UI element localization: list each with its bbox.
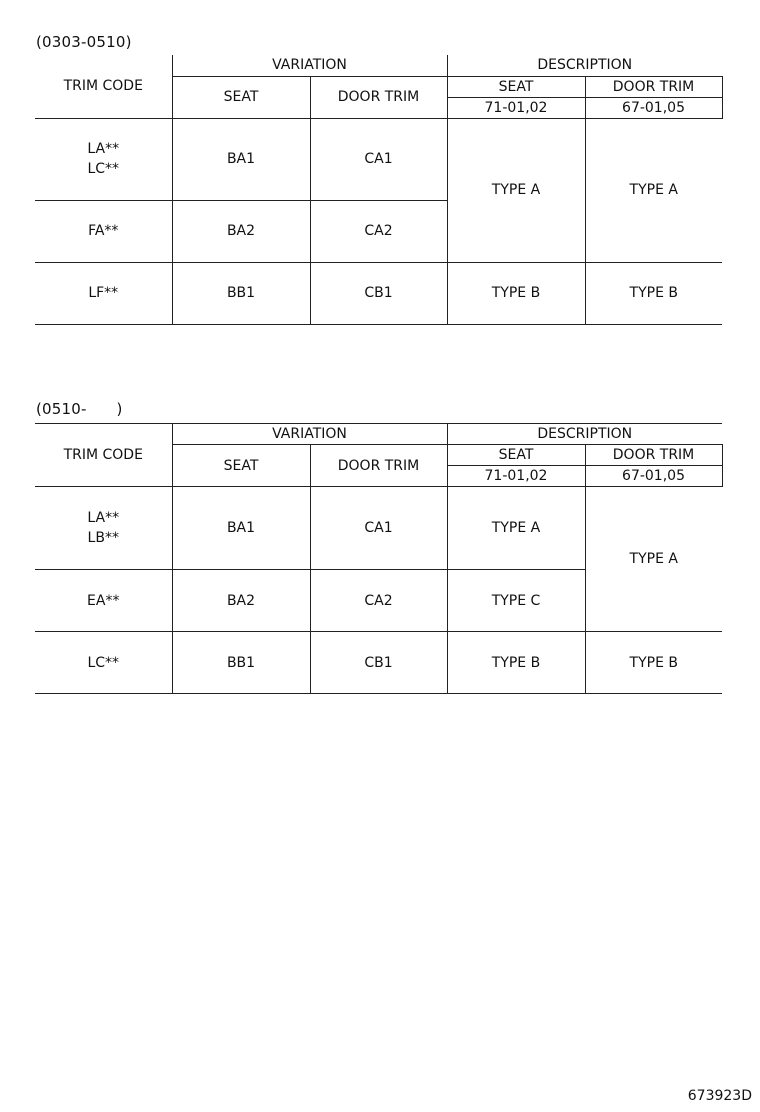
trim-code-header: TRIM CODE [35,424,172,487]
trim-code: LF** [88,285,119,301]
trim-code-cell [35,487,172,570]
desc-seat-type: TYPE A [447,487,585,570]
trim-code: LA** [87,141,120,157]
description-header: DESCRIPTION [447,55,722,76]
seat-header: SEAT [172,76,310,118]
desc-door-type: TYPE A [585,118,722,262]
seat-variation: BA1 [172,487,310,570]
trim-code-cell [35,632,172,694]
trim-table-0303-0510 [35,55,723,325]
door-variation: CB1 [310,262,447,324]
seat-header: SEAT [172,445,310,487]
seat-ref: 71-01,02 [447,97,585,118]
table-2-title: (0510- ) [36,400,123,418]
trim-code: LA** [87,510,120,526]
trim-code: FA** [88,223,119,239]
desc-seat-type: TYPE C [447,570,585,632]
desc-door-trim-header: DOOR TRIM [585,445,722,466]
door-ref: 67-01,05 [585,97,722,118]
door-variation: CA2 [310,570,447,632]
seat-variation: BA1 [172,118,310,200]
seat-variation: BA2 [172,570,310,632]
door-variation: CA2 [310,200,447,262]
trim-code: LC** [87,161,120,177]
trim-code-cell [35,262,172,324]
door-trim-header: DOOR TRIM [310,445,447,487]
trim-code: LC** [87,654,120,671]
desc-seat-header: SEAT [447,76,585,97]
desc-door-type: TYPE B [585,632,722,694]
door-trim-header: DOOR TRIM [310,76,447,118]
seat-ref: 71-01,02 [447,466,585,487]
desc-door-trim-header: DOOR TRIM [585,76,722,97]
table-1-title: (0303-0510) [36,33,132,51]
door-variation: CA1 [310,487,447,570]
trim-code: LB** [87,530,119,546]
desc-door-type: TYPE A [585,487,722,632]
desc-door-type: TYPE B [585,262,722,324]
trim-code-cell [35,200,172,262]
desc-seat-type: TYPE B [447,262,585,324]
door-ref: 67-01,05 [585,466,722,487]
trim-code: EA** [87,592,120,609]
seat-variation: BB1 [172,632,310,694]
trim-code-header: TRIM CODE [35,55,172,118]
desc-seat-type: TYPE A [447,118,585,262]
door-variation: CB1 [310,632,447,694]
variation-header: VARIATION [172,55,447,76]
trim-table-0510 [35,423,723,694]
trim-code-cell [35,570,172,632]
seat-variation: BA2 [172,200,310,262]
trim-code-cell [35,118,172,200]
desc-seat-type: TYPE B [447,632,585,694]
door-variation: CA1 [310,118,447,200]
variation-header: VARIATION [172,424,447,445]
description-header: DESCRIPTION [447,424,722,445]
figure-code: 673923D [687,1088,752,1104]
desc-seat-header: SEAT [447,445,585,466]
seat-variation: BB1 [172,262,310,324]
